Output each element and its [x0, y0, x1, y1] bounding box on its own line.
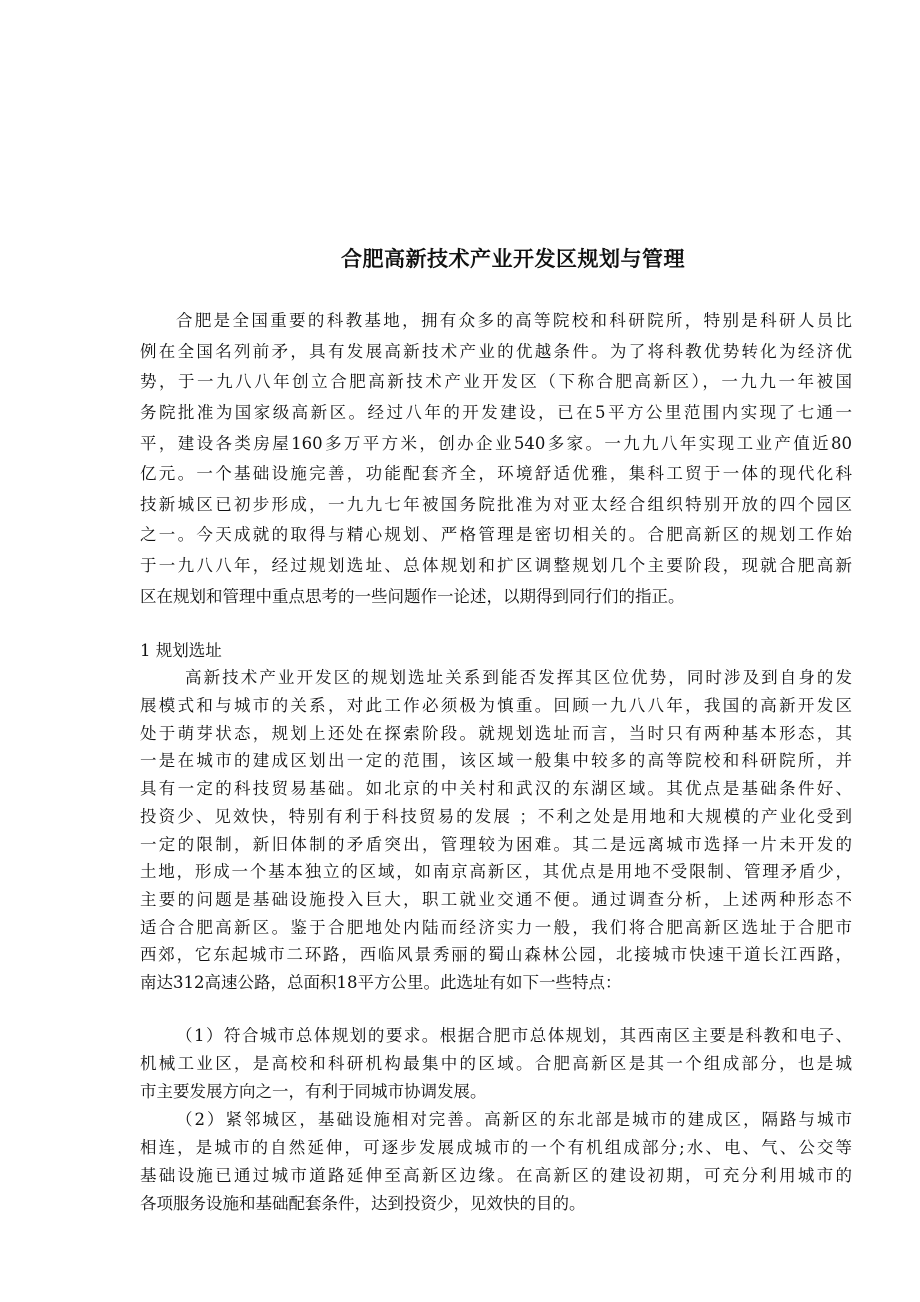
paragraph-line: 具有一定的科技贸易基础。如北京的中关村和武汉的东湖区域。其优点是基础条件好、: [140, 779, 852, 798]
paragraph-line: 展模式和与城市的关系，对此工作必须极为慎重。回顾一九八八年，我国的高新开发区: [140, 696, 852, 715]
paragraph-line: 务院批准为国家级高新区。经过八年的开发建设，已在5平方公里范围内实现了七通一: [140, 403, 852, 422]
paragraph-line: 适合合肥高新区。鉴于合肥地处内陆而经济实力一般，我们将合肥高新区选址于合肥市: [140, 918, 852, 937]
paragraph-line: 一定的限制，新旧体制的矛盾突出，管理较为困难。其二是远离城市选择一片未开发的: [140, 835, 852, 854]
list-item-line: （2）紧邻城区，基础设施相对完善。高新区的东北部是城市的建成区，隔路与城市: [176, 1110, 852, 1129]
paragraph-line: 之一。今天成就的取得与精心规划、严格管理是密切相关的。合肥高新区的规划工作始: [140, 525, 852, 544]
list-item-line: 机械工业区，是高校和科研机构最集中的区域。合肥高新区是其一个组成部分，也是城: [140, 1054, 852, 1073]
paragraph-line: 技新城区已初步形成，一九九七年被国务院批准为对亚太经合组织特别开放的四个园区: [140, 495, 852, 514]
paragraph-line: 合肥是全国重要的科教基地，拥有众多的高等院校和科研院所，特别是科研人员比: [176, 311, 852, 330]
document-title: 合肥高新技术产业开发区规划与管理: [341, 247, 685, 271]
paragraph-line: 例在全国名列前矛，具有发展高新技术产业的优越条件。为了将科教优势转化为经济优: [140, 342, 852, 361]
paragraph-line: 平，建设各类房屋160多万平方米，创办企业540多家。一九九八年实现工业产值近80: [140, 434, 852, 453]
paragraph-line: 土地，形成一个基本独立的区域，如南京高新区，其优点是用地不受限制、管理矛盾少，: [140, 862, 852, 881]
list-item-line: 市主要发展方向之一，有利于同城市协调发展。: [140, 1082, 487, 1101]
paragraph-line: 一是在城市的建成区划出一定的范围，该区域一般集中较多的高等院校和科研院所，并: [140, 751, 852, 770]
paragraph-line: 区在规划和管理中重点思考的一些问题作一论述，以期得到同行们的指正。: [140, 587, 685, 606]
paragraph-line: 投资少、见效快，特别有利于科技贸易的发展 ；不利之处是用地和大规模的产业化受到: [140, 807, 852, 826]
section-heading: 1 规划选址: [140, 641, 222, 660]
list-item-line: （1）符合城市总体规划的要求。根据合肥市总体规划，其西南区主要是科教和电子、: [176, 1026, 852, 1045]
paragraph-line: 主要的问题是基础设施投入巨大，职工就业交通不便。通过调查分析，上述两种形态不: [140, 890, 852, 909]
paragraph-line: 处于萌芽状态，规划上还处在探索阶段。就规划选址而言，当时只有两种基本形态，其: [140, 724, 852, 743]
list-item-line: 相连，是城市的自然延伸，可逐步发展成城市的一个有机组成部分;水、电、气、公交等: [140, 1138, 852, 1157]
paragraph-line: 势，于一九八八年创立合肥高新技术产业开发区（下称合肥高新区），一九九一年被国: [140, 372, 852, 391]
paragraph-line: 西郊，它东起城市二环路，西临风景秀丽的蜀山森林公园，北接城市快速干道长江西路，: [140, 945, 852, 964]
paragraph-line: 亿元。一个基础设施完善，功能配套齐全，环境舒适优雅，集科工贸于一体的现代化科: [140, 464, 852, 483]
list-item-line: 各项服务设施和基础配套条件，达到投资少，见效快的目的。: [140, 1194, 586, 1213]
list-item-line: 基础设施已通过城市道路延伸至高新区边缘。在高新区的建设初期，可充分利用城市的: [140, 1166, 852, 1185]
paragraph-line: 南达312高速公路，总面积18平方公里。此选址有如下一些特点：: [140, 973, 622, 992]
paragraph-line: 于一九八八年，经过规划选址、总体规划和扩区调整规划几个主要阶段，现就合肥高新: [140, 556, 852, 575]
paragraph-line: 高新技术产业开发区的规划选址关系到能否发挥其区位优势，同时涉及到自身的发: [185, 668, 852, 687]
